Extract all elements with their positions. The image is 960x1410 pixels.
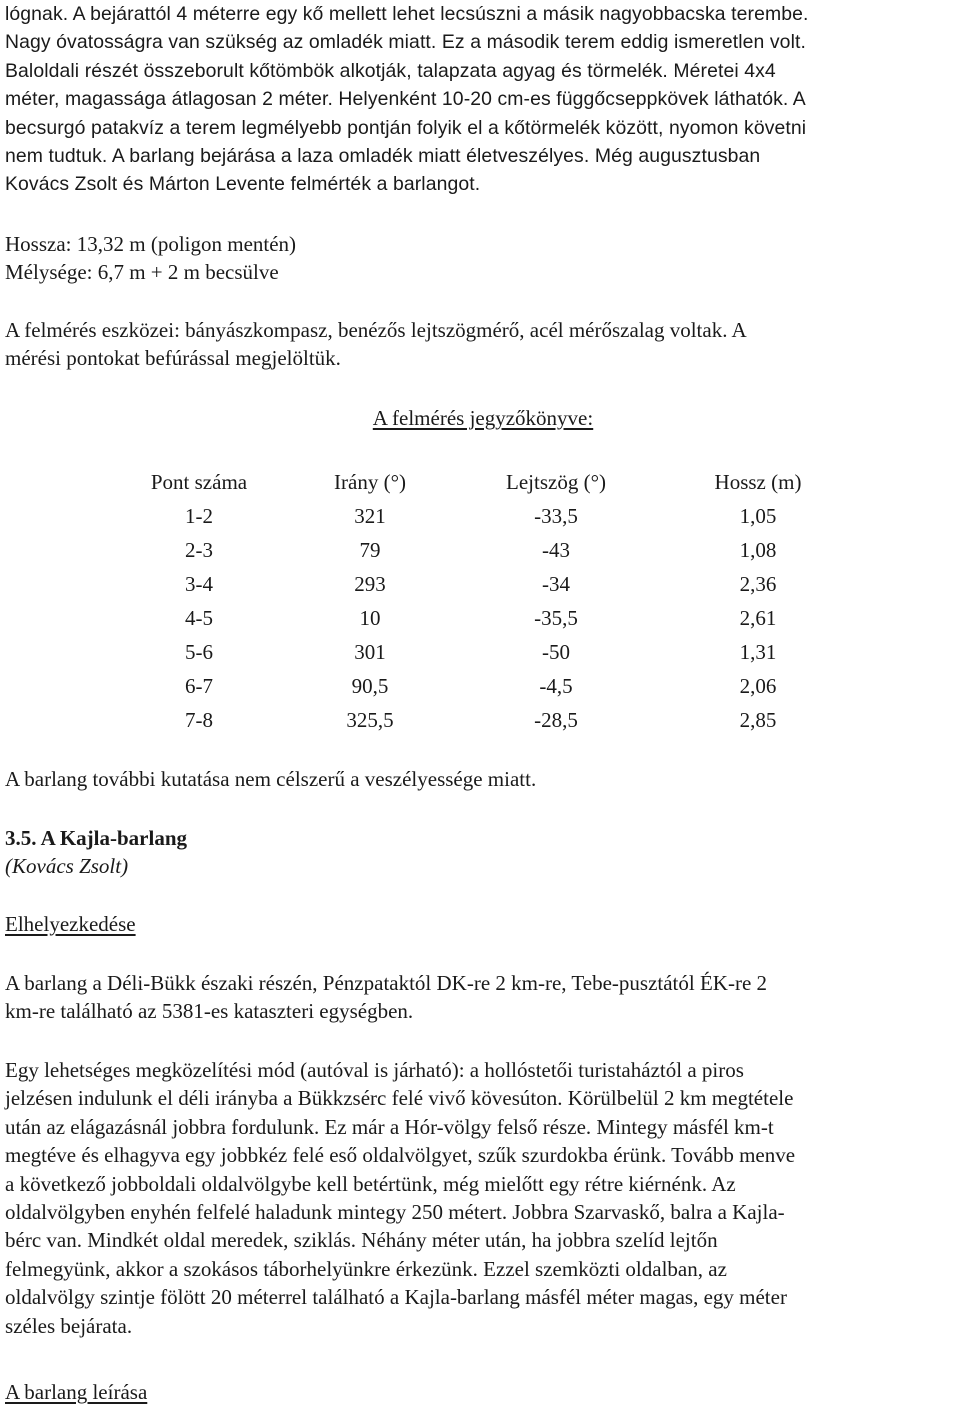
table-cell: 10 [359,605,381,630]
table-cell: 325,5 [346,707,394,732]
conclusion-text: A barlang további kutatása nem célszerű a veszélyessége miatt. [5,767,537,791]
approach-line: a következő jobboldali oldalvölgybe kell betértünk, még mielőtt egy rétre kiérnénk. Az [5,1171,736,1196]
section-heading: 3.5. A Kajla-barlang [5,826,188,850]
approach-line: megtéve és elhagyva egy jobbkéz felé eső oldalvölgyet, szűk szurdokba érünk. Tovább menve [5,1143,796,1168]
section-header [5,824,955,881]
table-row [98,567,844,601]
intro-line: Kovács Zsolt és Márton Levente felmérték a barlangot. [5,173,481,196]
intro-line: nem tudtuk. A barlang bejárása a laza omladék miatt életveszélyes. Még augusztusban [5,145,761,168]
table-cell: 4-5 [185,605,213,630]
description-heading: A barlang leírása [5,1380,148,1404]
table-row [98,499,844,533]
approach-line: oldalvölgyben enyhén felfelé haladunk mintegy 250 métert. Jobbra Szarvaskő, balra a Kajla- [5,1200,785,1225]
table-cell: -43 [542,537,570,562]
table-cell: -50 [542,639,570,664]
table-cell: -33,5 [534,503,578,528]
table-cell: 1-2 [185,503,213,528]
table-cell: 79 [359,537,381,562]
table-cell: 2,36 [739,571,777,596]
survey-protocol-table [98,465,844,737]
table-cell: 2,61 [739,605,777,630]
intro-line: becsurgó patakvíz a terem legmélyebb pontján folyik el a kőtörmelék között, nyomon követni [5,116,807,139]
approach-line: után az elágazásnál jobbra fordulunk. Ez már a Hór-völgy felső része. Mintegy másfél km-t [5,1114,774,1139]
approach-line: bérc van. Mindkét oldal meredek, sziklás. Néhány méter után, ha jobbra szelíd lejtőn [5,1228,718,1253]
approach-line: oldalvölgy szintje fölött 20 méterrel található a Kajla-barlang másfél méter magas, egy méter [5,1285,787,1310]
table-cell: 90,5 [351,673,389,698]
intro-line: Baloldali részét összeborult kőtömbök alkotják, talapzata agyag és törmelék. Méretei 4x4 [5,59,776,82]
location-line: km-re található az 5381-es kataszteri egységben. [5,999,414,1024]
tools-line: A felmérés eszközei: bányászkompasz, benézős lejtszögmérő, acél mérőszalag voltak. A [5,318,747,342]
location-paragraph [5,969,955,1026]
table-cell: -34 [542,571,570,596]
column-header: Pont száma [150,469,248,494]
table-cell: 1,31 [739,639,777,664]
location-line: A barlang a Déli-Bükk északi részén, Pénzpataktól DK-re 2 km-re, Tebe-pusztától ÉK-re 2 [5,971,768,995]
table-cell: 321 [354,503,386,528]
table-cell: 5-6 [185,639,213,664]
table-cell: 3-4 [185,571,213,596]
approach-line: felmegyünk, akkor a szokásos táborhelyünkre érkezünk. Ezzel szemközti oldalban, az [5,1256,727,1281]
table-cell: 293 [354,571,386,596]
intro-paragraph [5,0,955,199]
approach-line: jelzésen indulunk el déli irányba a Bükkzsérc felé vivő kövesúton. Körülbelül 2 km megtétele [5,1086,794,1111]
tools-line: mérési pontokat befúrással megjelöltük. [5,346,341,371]
cave-length: Hossza: 13,32 m (poligon mentén) [5,232,297,256]
column-header: Hossz (m) [714,469,802,494]
column-header: Irány (°) [334,469,406,494]
table-cell: 2-3 [185,537,213,562]
description-heading-block [5,1378,955,1406]
table-cell: 6-7 [185,673,213,698]
table-row [98,601,844,635]
table-cell: 2,06 [739,673,777,698]
cave-stats [5,230,955,287]
tools-paragraph [5,316,955,373]
table-row [98,635,844,669]
column-header: Lejtszög (°) [506,469,606,494]
table-cell: 1,08 [739,537,777,562]
table-cell: -35,5 [534,605,578,630]
table-header-row [98,465,844,499]
table-cell: -28,5 [534,707,578,732]
approach-line: Egy lehetséges megközelítési mód (autóval is járható): a hollóstetői turistaháztól a piros [5,1058,744,1082]
table-row [98,533,844,567]
conclusion-paragraph [5,765,955,793]
table-cell: -4,5 [539,673,573,698]
location-heading: Elhelyezkedése [5,912,136,936]
cave-depth: Mélysége: 6,7 m + 2 m becsülve [5,260,279,285]
table-row [98,669,844,703]
table-cell: 1,05 [739,503,777,528]
approach-paragraph [5,1056,955,1340]
intro-line: méter, magassága átlagosan 2 méter. Helyenként 10-20 cm-es függőcseppkövek láthatók. A [5,88,806,111]
table-cell: 7-8 [185,707,213,732]
table-cell: 301 [354,639,386,664]
table-row [98,703,844,737]
approach-line: széles bejárata. [5,1313,133,1338]
table-cell: 2,85 [739,707,777,732]
protocol-title: A felmérés jegyzőkönyve: [372,406,594,430]
location-heading-block [5,910,955,938]
intro-line: Nagy óvatosságra van szükség az omladék miatt. Ez a második terem eddig ismeretlen volt. [5,31,806,54]
intro-line: lógnak. A bejárattól 4 méterre egy kő mellett lehet lecsúszni a másik nagyobbacska terembe. [5,3,809,25]
section-author: (Kovács Zsolt) [5,854,129,879]
